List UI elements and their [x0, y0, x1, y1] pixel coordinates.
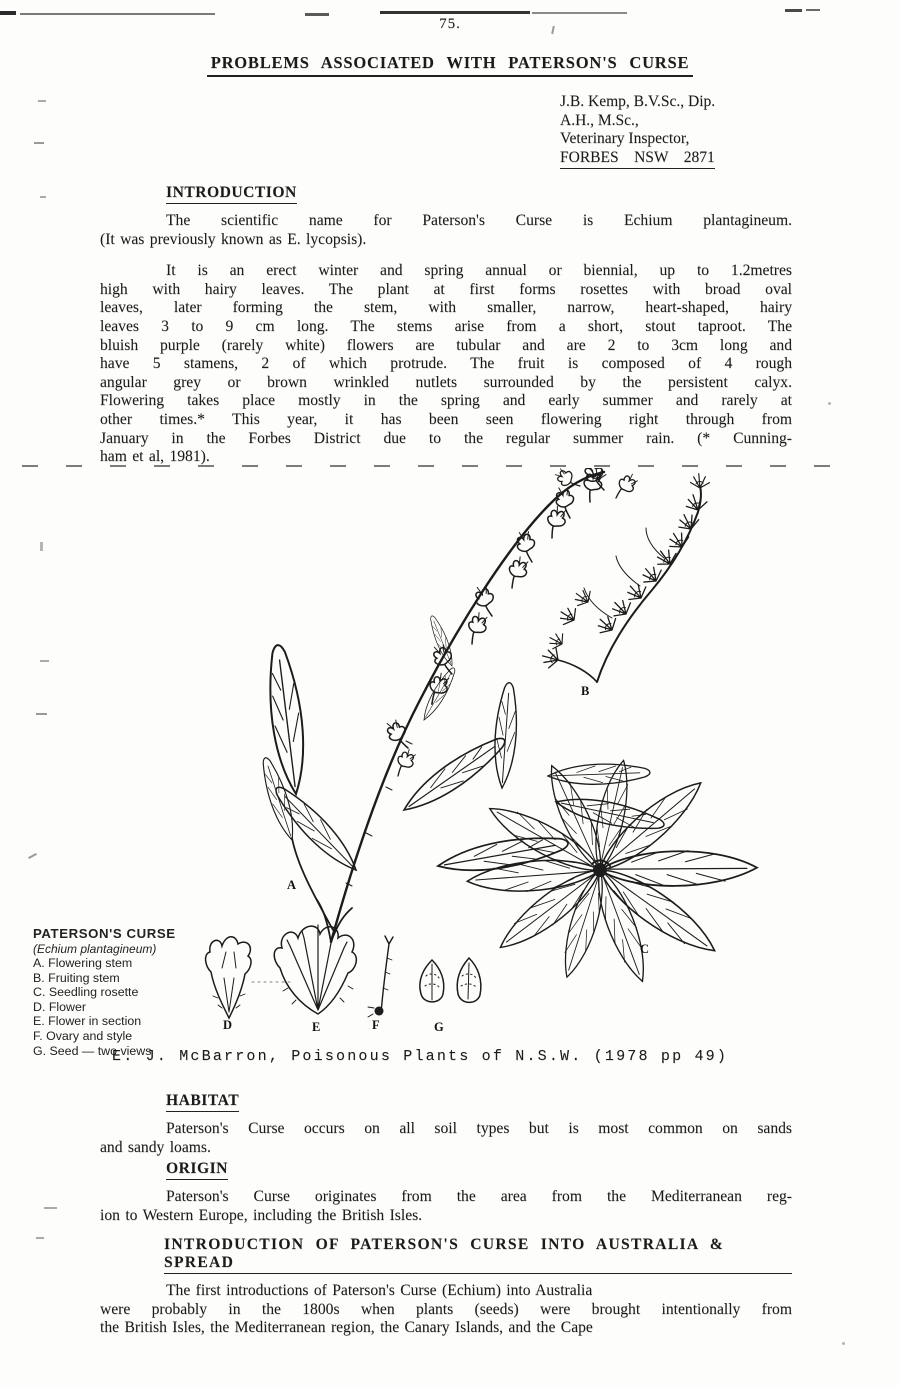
scan-artifact	[20, 13, 215, 15]
paragraph-line: The scientific name for Paterson's Curse is Echium plantagineum.	[166, 212, 792, 229]
scan-artifact	[806, 9, 820, 11]
paragraph-line: Paterson's Curse occurs on all soil types but is most common on sands	[166, 1120, 792, 1137]
figure-label-a: A	[287, 878, 297, 892]
flower-section-drawing	[274, 925, 356, 1014]
paragraph-line: have 5 stamens, 2 of which protrude. The fruit is composed of 4 rough	[100, 355, 792, 373]
legend-item: D. Flower	[33, 999, 87, 1014]
figure-label-f: F	[372, 1018, 380, 1032]
scan-artifact	[38, 100, 46, 102]
author-block	[560, 93, 715, 169]
section-origin	[100, 1160, 792, 1225]
author-line: J.B. Kemp, B.V.Sc., Dip.	[560, 93, 716, 110]
paragraph-line: (It was previously known as E. lycopsis).	[100, 230, 367, 248]
figure-label-d: D	[223, 1018, 233, 1032]
section-heading-origin: ORIGIN	[166, 1160, 792, 1180]
document-title-text: PROBLEMS ASSOCIATED WITH PATERSON'S CURSE	[207, 53, 694, 77]
section-habitat	[100, 1092, 792, 1157]
figure-caption: E. J. McBarron, Poisonous Plants of N.S.W. (1978 pp 49)	[112, 1048, 729, 1065]
document-title	[0, 53, 900, 77]
figure-label-g: G	[434, 1020, 444, 1034]
page-number: 75.	[439, 16, 461, 32]
author-line: Veterinary Inspector,	[560, 130, 690, 148]
section-introduction	[100, 184, 792, 467]
section-heading-spread: INTRODUCTION OF PATERSON'S CURSE INTO AUSTRALIA & SPREAD	[164, 1236, 792, 1274]
section-heading-habitat: HABITAT	[166, 1092, 792, 1112]
legend-item: E. Flower in section	[33, 1014, 142, 1029]
paragraph-line: angular grey or brown wrinkled nutlets surrounded by the persistent calyx.	[100, 373, 792, 391]
scan-artifact	[44, 1207, 57, 1209]
paragraph-line: Paterson's Curse originates from the area from the Mediterranean reg-	[166, 1188, 792, 1205]
author-address: FORBES NSW 2871	[560, 149, 715, 170]
paragraph	[100, 1120, 792, 1157]
legend-item: B. Fruiting stem	[33, 970, 120, 985]
figure-label-c: C	[640, 942, 650, 956]
scan-artifact	[828, 402, 831, 405]
paragraph-line: The first introductions of Paterson's Curse (Echium) into Australia	[166, 1282, 593, 1299]
figure-label-e: E	[312, 1020, 321, 1034]
paragraph-line: It is an erect winter and spring annual or biennial, up to 1.2metres	[166, 262, 792, 280]
scan-artifact	[842, 1342, 845, 1345]
section-spread	[100, 1236, 792, 1338]
fruiting-stem-drawing	[540, 473, 710, 682]
legend-item: A. Flowering stem	[33, 956, 133, 970]
scan-artifact	[40, 196, 46, 198]
author-line: A.H., M.Sc.,	[560, 111, 639, 129]
paragraph	[100, 212, 792, 249]
figure-area	[0, 468, 900, 1080]
scan-artifact	[36, 1237, 44, 1239]
paragraph-line: and sandy loams.	[100, 1138, 211, 1156]
figure-legend	[33, 926, 203, 1058]
scan-artifact	[34, 142, 44, 144]
legend-latin-name: (Echium plantagineum)	[33, 942, 157, 956]
ovary-style-drawing	[368, 936, 393, 1017]
paragraph-line: January in the Forbes District due to the regular summer rain. (* Cunning-	[100, 429, 792, 447]
scan-artifact	[380, 11, 530, 14]
paragraph-line: leaves, later forming the stem, with smaller, narrow, heart-shaped, hairy	[100, 299, 792, 317]
section-heading-introduction: INTRODUCTION	[166, 184, 792, 204]
seed-drawing	[420, 958, 481, 1002]
scan-artifact	[532, 12, 627, 14]
paragraph-line: ham et al, 1981).	[100, 448, 210, 466]
legend-title: PATERSON'S CURSE	[33, 926, 176, 941]
legend-item: F. Ovary and style	[33, 1028, 133, 1043]
scan-artifact	[785, 9, 802, 12]
seedling-rosette-drawing	[467, 758, 758, 987]
legend-item: C. Seedling rosette	[33, 985, 139, 1000]
figure-label-b: B	[581, 684, 590, 698]
paragraph	[100, 262, 792, 467]
fold-line	[22, 465, 850, 467]
paragraph-line: ion to Western Europe, including the British Isles.	[100, 1206, 423, 1224]
paragraph-line: the British Isles, the Mediterranean region, the Canary Islands, and the Cape	[100, 1319, 593, 1337]
paragraph	[100, 1282, 792, 1338]
paragraph-line: other times.* This year, it has been seen flowering right through from	[100, 410, 792, 428]
flower-drawing	[206, 937, 251, 1018]
paragraph-line: Flowering takes place mostly in the spring and early summer and rarely at	[100, 392, 792, 410]
paragraph-line: bluish purple (rarely white) flowers are tubular and are 2 to 3cm long and	[100, 336, 792, 354]
scan-artifact	[0, 11, 16, 15]
paragraph-line: were probably in the 1800s when plants (seeds) were brought intentionally from	[100, 1300, 792, 1318]
paragraph	[100, 1188, 792, 1225]
paragraph-line: leaves 3 to 9 cm long. The stems arise from a short, stout taproot. The	[100, 317, 792, 335]
legend-item: G. Seed — two views	[33, 1043, 152, 1058]
author-line	[560, 149, 715, 170]
paragraph-line: high with hairy leaves. The plant at first forms rosettes with broad oval	[100, 280, 792, 298]
